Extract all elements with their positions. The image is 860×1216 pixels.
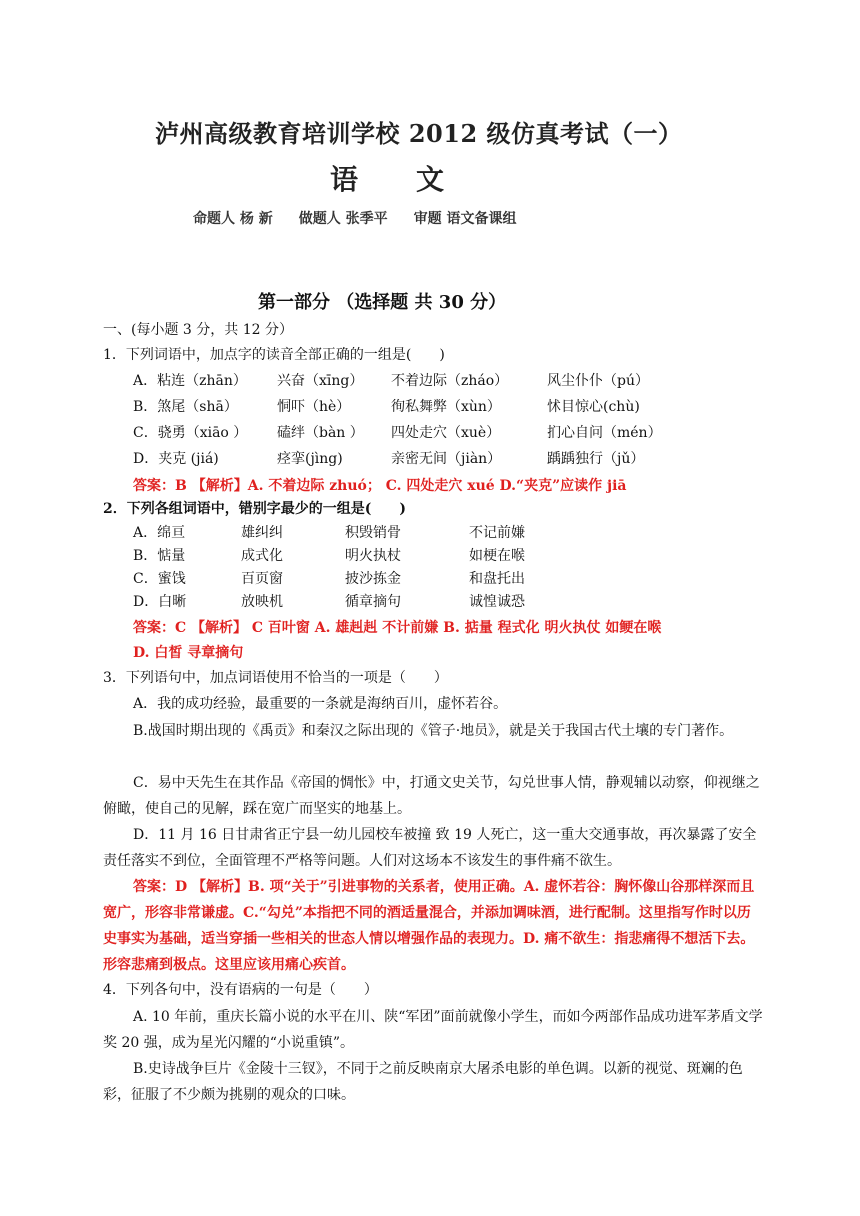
- q2-option-d: D．白晰 放映机 循章摘句 诚惶诚恐: [133, 594, 525, 610]
- q1-stem: 1．下列词语中，加点字的读音全部正确的一组是( ): [103, 347, 445, 363]
- q2-option-b: B．惦量 成式化 明火执杖 如梗在喉: [133, 548, 525, 564]
- q2-answer-line-2: D. 白皙 寻章摘句: [133, 645, 244, 661]
- subject-char-2: 文: [416, 163, 445, 196]
- q1-option-d: D．夹克 (jiá) 痉挛(jìng) 亲密无间（jiàn） 踽踽独行（jǔ）: [133, 451, 645, 467]
- exam-title: 泸州高级教育培训学校 2012 级仿真考试（一）: [155, 119, 683, 148]
- q1-option-b: B．煞尾（shā） 恫吓（hè） 徇私舞弊（xùn） 怵目惊心(chù): [133, 399, 640, 415]
- q3-stem: 3．下列语句中，加点词语使用不恰当的一项是（ ）: [103, 670, 448, 686]
- q4-option-a: A. 10 年前，重庆长篇小说的水平在川、陕“军团”面前就像小学生，而如今两部作品成功进军茅盾文学奖 20 强，成为星光闪耀的“小说重镇”。: [103, 1009, 763, 1051]
- subject-char-1: 语: [330, 163, 359, 196]
- subject-heading: [330, 158, 444, 198]
- q1-option-c: C．骁勇（xiāo ） 磕绊（bàn ） 四处走穴（xuè） 扪心自问（mén）: [133, 425, 662, 441]
- part-heading: 第一部分 （选择题 共 30 分）: [258, 292, 507, 313]
- q1-option-a: A．粘连（zhān） 兴奋（xīng） 不着边际（zháo） 风尘仆仆（pú）: [133, 373, 649, 389]
- q4-stem: 4．下列各句中，没有语病的一句是（ ）: [103, 982, 378, 998]
- q3-option-c: C．易中天先生在其作品《帝国的惆怅》中，打通文史关节，勾兑世事人情，静观辅以动察，仰视继之俯瞰，使自己的见解，踩在宽广而坚实的地基上。: [103, 775, 760, 817]
- q1-answer: 答案：B 【解析】A. 不着边际 zhuó； C. 四处走穴 xué D.“夹克”应读作 jiā: [133, 478, 627, 494]
- q3-option-b: B.战国时期出现的《禹贡》和秦汉之际出现的《管子·地员》，就是关于我国古代土壤的专门著作。: [133, 723, 734, 739]
- q2-option-c: C．蜜饯 百页窗 披沙拣金 和盘托出: [133, 571, 525, 587]
- q2-answer-line-1: 答案：C 【解析】 C 百叶窗 A. 雄赳赳 不计前嫌 B. 掂量 程式化 明火执仗 如鲠在喉: [133, 620, 662, 636]
- author-reviewer: 审题 语文备课组: [413, 211, 517, 227]
- q3-option-a: A．我的成功经验，最重要的一条就是海纳百川，虚怀若谷。: [133, 696, 508, 712]
- authors-line: [193, 208, 543, 228]
- author-setter: 命题人 杨 新: [193, 211, 273, 227]
- section-heading: 一、(每小题 3 分，共 12 分）: [103, 322, 293, 338]
- q2-option-a: A．绵亘 雄纠纠 积毁销骨 不记前嫌: [133, 525, 525, 541]
- q3-answer: 答案：D 【解析】B. 项“关于”引进事物的关系者，使用正确。A. 虚怀若谷：胸怀像山谷那样深而且宽广，形容非常谦虚。C.“勾兑”本指把不同的酒适量混合，并添加调味酒，进行配制。这里指写作时以历史事实为基础，适当穿插一些相关的世态人情以增强作品的表现力。D. 痛不欲生：指悲痛得不想活下去。形容悲痛到极点。这里应该用痛心疾首。: [103, 879, 755, 973]
- author-solver: 做题人 张季平: [298, 211, 388, 227]
- q4-option-b: B.史诗战争巨片《金陵十三钗》，不同于之前反映南京大屠杀电影的单色调。以新的视觉、斑斓的色彩，征服了不少颇为挑剔的观众的口味。: [103, 1061, 743, 1103]
- q3-option-d: D．11 月 16 日甘肃省正宁县一幼儿园校车被撞 致 19 人死亡，这一重大交通事故，再次暴露了安全责任落实不到位，全面管理不严格等问题。人们对这场本不该发生的事件痛不欲生。: [103, 827, 757, 869]
- q2-stem: 2．下列各组词语中，错别字最少的一组是( ): [103, 501, 406, 517]
